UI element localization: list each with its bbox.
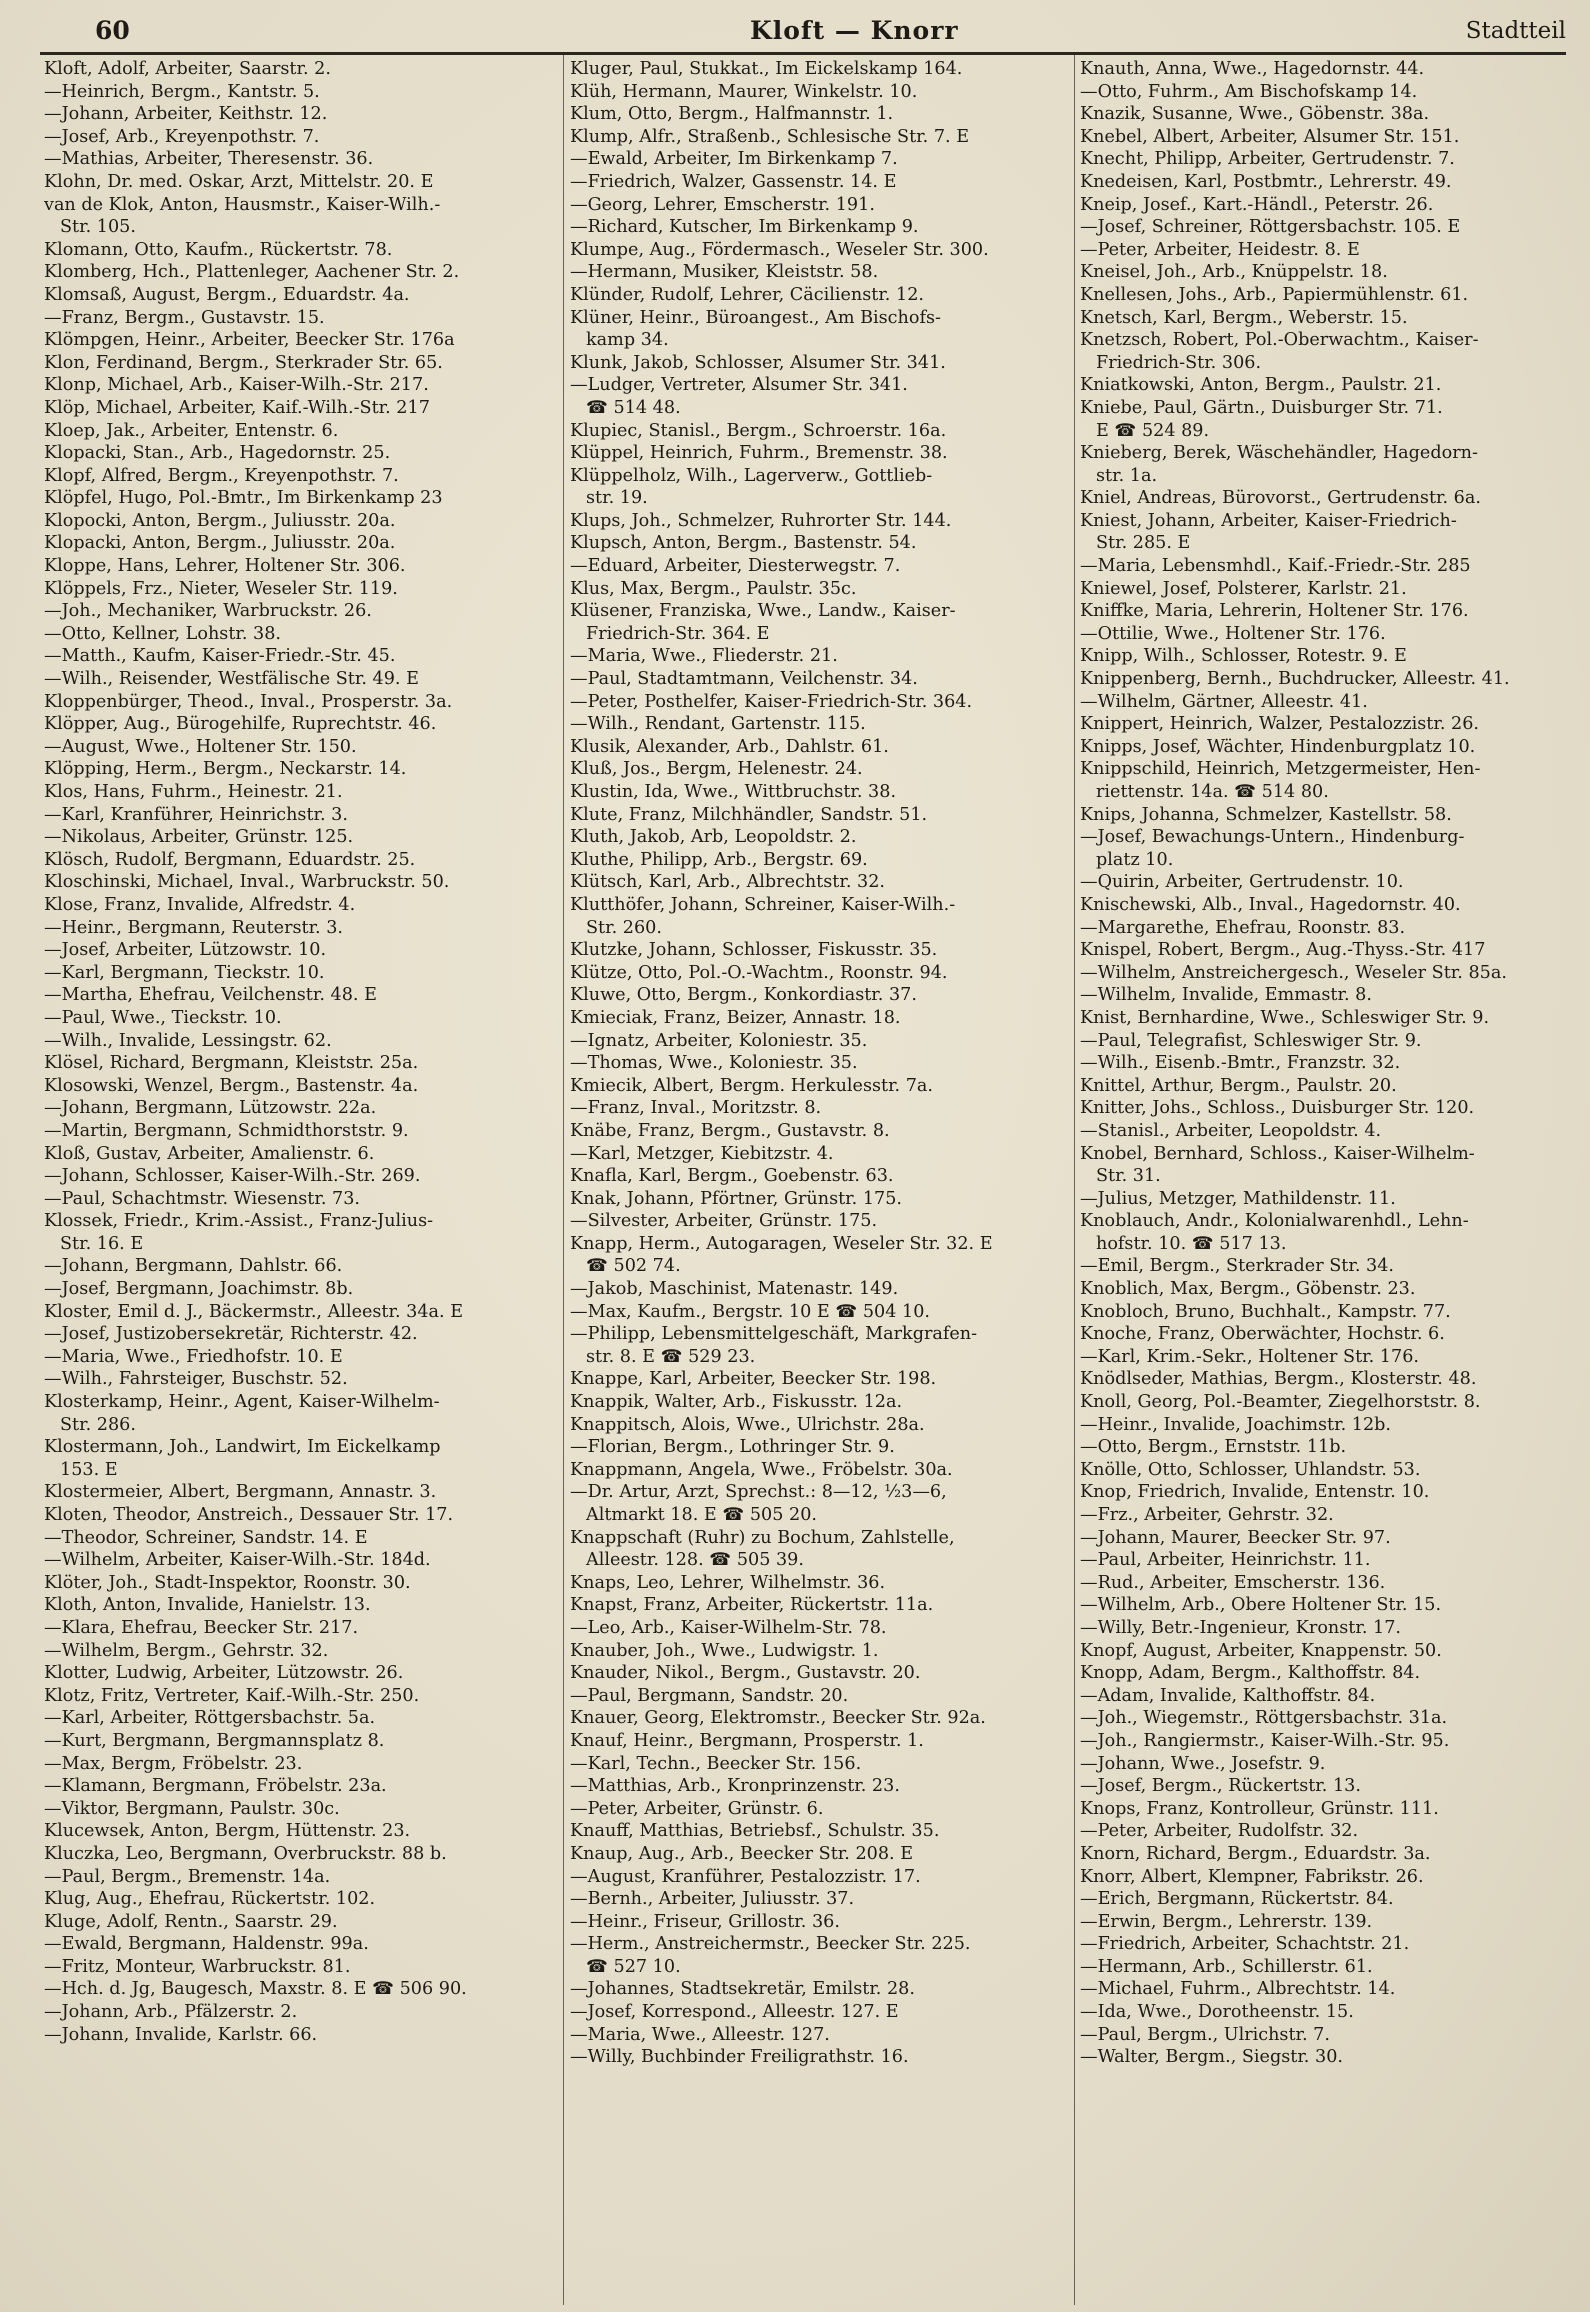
directory-entry: Kloß, Gustav, Arbeiter, Amalienstr. 6. [44,1143,375,1164]
directory-entry: Knetzsch, Robert, Pol.-Oberwachtm., Kaiser- [1080,330,1479,351]
directory-entry: —Kurt, Bergmann, Bergmannsplatz 8. [44,1730,385,1751]
directory-entry: Kluger, Paul, Stukkat., Im Eickelskamp 164. [570,59,963,79]
directory-entry: —Ewald, Arbeiter, Im Birkenkamp 7. [570,149,898,170]
directory-entry: Knauth, Anna, Wwe., Hagedornstr. 44. [1080,59,1425,79]
directory-entry: Knischewski, Alb., Inval., Hagedornstr. 40. [1080,894,1461,915]
directory-entry: Klusik, Alexander, Arb., Dahlstr. 61. [570,736,889,757]
directory-entry: Klösel, Richard, Bergmann, Kleiststr. 25a. [44,1053,419,1074]
directory-entry: Knorr, Albert, Klempner, Fabrikstr. 26. [1080,1866,1424,1887]
directory-entry: —Paul, Wwe., Tieckstr. 10. [44,1007,282,1028]
directory-entry: ☎ 502 74. [586,1256,681,1277]
directory-entry: —August, Kranführer, Pestalozzistr. 17. [570,1866,921,1887]
directory-entry: —Willy, Betr.-Ingenieur, Kronstr. 17. [1080,1617,1401,1638]
directory-entry: Knist, Bernhardine, Wwe., Schleswiger Str. 9. [1080,1007,1490,1028]
directory-entry: —Wilhelm, Bergm., Gehrstr. 32. [44,1640,329,1661]
directory-entry: Knappmann, Angela, Wwe., Fröbelstr. 30a. [570,1459,953,1480]
directory-entry: Klomann, Otto, Kaufm., Rückertstr. 78. [44,239,393,260]
directory-column-1 [44,58,564,2046]
directory-entry: —Mathias, Arbeiter, Theresenstr. 36. [44,149,374,170]
directory-entry: Knitter, Johs., Schloss., Duisburger Str. 120. [1080,1098,1475,1119]
directory-entry: Klostermann, Joh., Landwirt, Im Eickelkamp [44,1437,441,1458]
page-number: 60 [95,16,130,45]
directory-entry: —Josef, Arb., Kreyenpothstr. 7. [44,126,320,147]
directory-entry: Klomsaß, August, Bergm., Eduardstr. 4a. [44,284,410,305]
directory-entry: —Florian, Bergm., Lothringer Str. 9. [570,1437,895,1458]
directory-entry: —Klara, Ehefrau, Beecker Str. 217. [44,1617,359,1638]
directory-entry: —Josef, Arbeiter, Lützowstr. 10. [44,940,327,961]
directory-entry: Knoll, Georg, Pol.-Beamter, Ziegelhorststr. 8. [1080,1392,1481,1413]
name-range-heading: Kloft — Knorr [750,16,959,45]
directory-column-3 [1080,58,1580,2069]
directory-entry: —Johann, Arb., Pfälzerstr. 2. [44,2002,298,2023]
directory-entry: Kneisel, Joh., Arb., Knüppelstr. 18. [1080,262,1388,283]
directory-entry: Klüppel, Heinrich, Fuhrm., Bremenstr. 38. [570,443,948,464]
directory-entry: Friedrich-Str. 364. E [586,623,770,644]
directory-entry: ☎ 514 48. [586,397,681,418]
directory-entry: Knappitsch, Alois, Wwe., Ulrichstr. 28a. [570,1414,925,1435]
directory-entry: Kluß, Jos., Bergm, Helenestr. 24. [570,759,863,780]
directory-entry: —Johann, Bergmann, Lützowstr. 22a. [44,1098,377,1119]
directory-entry: —Peter, Arbeiter, Heidestr. 8. E [1080,239,1360,260]
directory-entry: Alleestr. 128. ☎ 505 39. [586,1550,804,1571]
directory-entry: —Wilh., Rendant, Gartenstr. 115. [570,714,866,735]
directory-entry: Knippschild, Heinrich, Metzgermeister, Hen- [1080,759,1481,780]
directory-entry: Kloschinski, Michael, Inval., Warbruckstr. 50. [44,872,450,893]
directory-entry: Klunk, Jakob, Schlosser, Alsumer Str. 341. [570,352,946,373]
directory-entry: str. 19. [586,488,648,509]
directory-entry: Knopf, August, Arbeiter, Knappenstr. 50. [1080,1640,1442,1661]
directory-entry: —Rud., Arbeiter, Emscherstr. 136. [1080,1572,1386,1593]
directory-entry: —Karl, Bergmann, Tieckstr. 10. [44,962,325,983]
directory-entry: platz 10. [1096,849,1174,870]
directory-entry: Knops, Franz, Kontrolleur, Grünstr. 111. [1080,1798,1439,1819]
directory-entry: —Wilhelm, Gärtner, Alleestr. 41. [1080,691,1368,712]
directory-entry: —Thomas, Wwe., Koloniestr. 35. [570,1053,858,1074]
directory-entry: Klopocki, Anton, Bergm., Juliusstr. 20a. [44,510,396,531]
directory-entry: —Philipp, Lebensmittelgeschäft, Markgrafen- [570,1324,978,1345]
directory-entry: Klumpe, Aug., Fördermasch., Weseler Str. 300. [570,239,989,260]
directory-entry: Str. 260. [586,917,662,938]
directory-entry: Knispel, Robert, Bergm., Aug.-Thyss.-Str. 417 [1080,940,1486,961]
directory-entry: Knecht, Philipp, Arbeiter, Gertrudenstr. 7. [1080,149,1455,170]
directory-entry: —Heinrich, Bergm., Kantstr. 5. [44,81,320,102]
directory-entry: —Matth., Kaufm, Kaiser-Friedr.-Str. 45. [44,646,396,667]
directory-entry: Knippert, Heinrich, Walzer, Pestalozzistr. 26. [1080,714,1480,735]
directory-entry: Knapst, Franz, Arbeiter, Rückertstr. 11a. [570,1595,934,1616]
directory-entry: Klösch, Rudolf, Bergmann, Eduardstr. 25. [44,849,416,870]
directory-entry: —Hermann, Musiker, Kleiststr. 58. [570,262,879,283]
directory-entry: —Karl, Metzger, Kiebitzstr. 4. [570,1143,834,1164]
directory-entry: —Matthias, Arb., Kronprinzenstr. 23. [570,1776,900,1797]
directory-entry: Klups, Joh., Schmelzer, Ruhrorter Str. 144. [570,510,952,531]
directory-entry: —Ewald, Bergmann, Haldenstr. 99a. [44,1934,369,1955]
directory-entry: —Wilhelm, Invalide, Emmastr. 8. [1080,985,1372,1006]
directory-entry: —Paul, Bergmann, Sandstr. 20. [570,1685,849,1706]
directory-entry: Knölle, Otto, Schlosser, Uhlandstr. 53. [1080,1459,1421,1480]
directory-entry: Knipp, Wilh., Schlosser, Rotestr. 9. E [1080,646,1407,667]
directory-entry: —Nikolaus, Arbeiter, Grünstr. 125. [44,827,354,848]
section-label: Stadtteil [1465,18,1566,44]
directory-entry: —Georg, Lehrer, Emscherstr. 191. [570,194,875,215]
directory-entry: —Jakob, Maschinist, Matenastr. 149. [570,1279,899,1300]
directory-entry: Kluth, Jakob, Arb, Leopoldstr. 2. [570,827,857,848]
directory-entry: —Otto, Fuhrm., Am Bischofskamp 14. [1080,81,1418,102]
directory-entry: —Frz., Arbeiter, Gehrstr. 32. [1080,1505,1334,1525]
directory-entry: —Hch. d. Jg, Baugesch, Maxstr. 8. E ☎ 506 90. [44,1979,467,2000]
directory-entry: —Wilh., Invalide, Lessingstr. 62. [44,1030,332,1051]
directory-entry: —Joh., Mechaniker, Warbruckstr. 26. [44,601,372,622]
directory-entry: —Martha, Ehefrau, Veilchenstr. 48. E [44,985,377,1006]
directory-entry: Knauff, Matthias, Betriebsf., Schulstr. 35. [570,1821,940,1842]
directory-entry: —Josef, Schreiner, Röttgersbachstr. 105. E [1080,217,1461,238]
directory-entry: —Karl, Techn., Beecker Str. 156. [570,1753,862,1774]
directory-entry: Kniffke, Maria, Lehrerin, Holtener Str. 176. [1080,601,1469,622]
directory-entry: Klute, Franz, Milchhändler, Sandstr. 51. [570,804,928,825]
directory-entry: Klopacki, Anton, Bergm., Juliusstr. 20a. [44,533,396,554]
directory-entry: Kluge, Adolf, Rentn., Saarstr. 29. [44,1911,338,1932]
directory-entry: Klosowski, Wenzel, Bergm., Bastenstr. 4a. [44,1075,419,1096]
directory-entry: —Ida, Wwe., Dorotheenstr. 15. [1080,2002,1354,2023]
directory-entry: Str. 286. [60,1414,136,1435]
directory-entry: —Wilhelm, Anstreichergesch., Weseler Str. 85a. [1080,962,1507,983]
directory-entry: —Paul, Schachtmstr. Wiesenstr. 73. [44,1188,361,1209]
directory-entry: Knazik, Susanne, Wwe., Göbenstr. 38a. [1080,104,1430,125]
directory-entry: Kniewel, Josef, Polsterer, Karlstr. 21. [1080,578,1407,599]
directory-entry: Klonp, Michael, Arb., Kaiser-Wilh.-Str. 217. [44,375,429,396]
directory-entry: Str. 31. [1096,1166,1161,1187]
directory-entry: Klotz, Fritz, Vertreter, Kaif.-Wilh.-Str. 250. [44,1685,420,1706]
directory-entry: Friedrich-Str. 306. [1096,352,1262,373]
directory-entry: Kloten, Theodor, Anstreich., Dessauer Str. 17. [44,1505,454,1525]
directory-entry: Klutthöfer, Johann, Schreiner, Kaiser-Wilh.- [570,894,956,915]
directory-entry: Kniest, Johann, Arbeiter, Kaiser-Friedrich- [1080,510,1457,531]
directory-entry: —Maria, Wwe., Friedhofstr. 10. E [44,1346,343,1367]
directory-entry: Knellesen, Johs., Arb., Papiermühlenstr. 61. [1080,284,1469,305]
directory-entry: —Wilh., Fahrsteiger, Buschstr. 52. [44,1369,348,1390]
directory-entry: Klöpfel, Hugo, Pol.-Bmtr., Im Birkenkamp 23 [44,488,443,509]
directory-entry: —Ignatz, Arbeiter, Koloniestr. 35. [570,1030,868,1051]
directory-entry: —Maria, Lebensmhdl., Kaif.-Friedr.-Str. 285 [1080,556,1471,577]
directory-entry: Klose, Franz, Invalide, Alfredstr. 4. [44,894,356,915]
directory-entry: —Fritz, Monteur, Warbruckstr. 81. [44,1956,351,1977]
directory-entry: —Wilhelm, Arb., Obere Holtener Str. 15. [1080,1595,1442,1616]
directory-entry: Knedeisen, Karl, Postbmtr., Lehrerstr. 49. [1080,171,1452,192]
directory-entry: —Johann, Arbeiter, Keithstr. 12. [44,104,328,125]
directory-entry: Klömpgen, Heinr., Arbeiter, Beecker Str. 176a [44,330,455,351]
directory-entry: Klostermeier, Albert, Bergmann, Annastr. 3. [44,1482,437,1503]
directory-entry: Klopf, Alfred, Bergm., Kreyenpothstr. 7. [44,465,399,486]
directory-entry: —Hermann, Arb., Schillerstr. 61. [1080,1956,1373,1977]
directory-entry: Knetsch, Karl, Bergm., Weberstr. 15. [1080,307,1408,328]
directory-entry: Knips, Johanna, Schmelzer, Kastellstr. 58. [1080,804,1452,825]
directory-entry: str. 1a. [1096,465,1158,486]
directory-entry: —Erwin, Bergm., Lehrerstr. 139. [1080,1911,1373,1932]
directory-entry: Kniatkowski, Anton, Bergm., Paulstr. 21. [1080,375,1442,396]
directory-entry: —Paul, Bergm., Ulrichstr. 7. [1080,2024,1330,2045]
directory-entry: Knäbe, Franz, Bergm., Gustavstr. 8. [570,1120,890,1141]
directory-entry: Kmieciak, Franz, Beizer, Annastr. 18. [570,1007,901,1028]
directory-entry: —Viktor, Bergmann, Paulstr. 30c. [44,1798,340,1819]
directory-entry: Knappe, Karl, Arbeiter, Beecker Str. 198. [570,1369,937,1390]
directory-entry: —Josef, Bergm., Rückertstr. 13. [1080,1776,1361,1797]
directory-entry: —Emil, Bergm., Sterkrader Str. 34. [1080,1256,1394,1277]
directory-entry: Kloppenbürger, Theod., Inval., Prosperstr. 3a. [44,691,453,712]
directory-entry: —Michael, Fuhrm., Albrechtstr. 14. [1080,1979,1396,2000]
directory-entry: Knaup, Aug., Arb., Beecker Str. 208. E [570,1843,914,1864]
directory-entry: —Joh., Wiegemstr., Röttgersbachstr. 31a. [1080,1708,1448,1729]
directory-entry: Kluczka, Leo, Bergmann, Overbruckstr. 88 b. [44,1843,447,1864]
directory-entry: —Karl, Kranführer, Heinrichstr. 3. [44,804,348,825]
directory-entry: —Martin, Bergmann, Schmidthorststr. 9. [44,1120,409,1141]
directory-entry: —Max, Kaufm., Bergstr. 10 E ☎ 504 10. [570,1301,930,1322]
directory-entry: Klustin, Ida, Wwe., Wittbruchstr. 38. [570,782,897,802]
directory-entry: —Karl, Arbeiter, Röttgersbachstr. 5a. [44,1708,376,1729]
directory-entry: —Joh., Rangiermstr., Kaiser-Wilh.-Str. 95. [1080,1730,1450,1751]
directory-entry: Klotter, Ludwig, Arbeiter, Lützowstr. 26. [44,1663,404,1684]
directory-entry: Kniel, Andreas, Bürovorst., Gertrudenstr. 6a. [1080,488,1481,509]
directory-entry: —Karl, Krim.-Sekr., Holtener Str. 176. [1080,1346,1419,1367]
directory-entry: str. 8. E ☎ 529 23. [586,1346,756,1367]
directory-entry: Klüsener, Franziska, Wwe., Landw., Kaiser- [570,601,956,622]
directory-entry: —August, Wwe., Holtener Str. 150. [44,736,357,757]
directory-entry: —Margarethe, Ehefrau, Roonstr. 83. [1080,917,1406,938]
directory-entry: —Josef, Bergmann, Joachimstr. 8b. [44,1279,354,1300]
directory-entry: Knieberg, Berek, Wäschehändler, Hagedorn- [1080,443,1478,464]
directory-entry: Knoblauch, Andr., Kolonialwarenhdl., Lehn- [1080,1211,1469,1232]
directory-entry: —Josef, Bewachungs-Untern., Hindenburg- [1080,827,1465,848]
directory-entry: —Heinr., Bergmann, Reuterstr. 3. [44,917,344,938]
directory-entry: —Paul, Telegrafist, Schleswiger Str. 9. [1080,1030,1422,1051]
directory-entry: hofstr. 10. ☎ 517 13. [1096,1233,1287,1254]
directory-entry: Knittel, Arthur, Bergm., Paulstr. 20. [1080,1075,1397,1096]
directory-entry: Knop, Friedrich, Invalide, Entenstr. 10. [1080,1482,1430,1503]
directory-entry: —Franz, Inval., Moritzstr. 8. [570,1098,822,1119]
directory-entry: Kloep, Jak., Arbeiter, Entenstr. 6. [44,420,339,441]
directory-entry: Klöp, Michael, Arbeiter, Kaif.-Wilh.-Str. 217 [44,397,430,418]
directory-entry: Knobloch, Bruno, Buchhalt., Kampstr. 77. [1080,1301,1451,1322]
directory-entry: Knaps, Leo, Lehrer, Wilhelmstr. 36. [570,1572,886,1593]
directory-entry: —Theodor, Schreiner, Sandstr. 14. E [44,1527,368,1548]
directory-entry: —Heinr., Friseur, Grillostr. 36. [570,1911,840,1932]
directory-entry: Klum, Otto, Bergm., Halfmannstr. 1. [570,104,894,125]
directory-entry: Klöppels, Frz., Nieter, Weseler Str. 119. [44,578,398,599]
directory-entry: —Leo, Arb., Kaiser-Wilhelm-Str. 78. [570,1617,887,1638]
directory-entry: —Klamann, Bergmann, Fröbelstr. 23a. [44,1776,387,1797]
directory-entry: —Otto, Kellner, Lohstr. 38. [44,623,282,644]
directory-entry: Knauder, Nikol., Bergm., Gustavstr. 20. [570,1663,921,1684]
directory-entry: Kmiecik, Albert, Bergm. Herkulesstr. 7a. [570,1075,934,1096]
directory-entry: —Josef, Korrespond., Alleestr. 127. E [570,2002,899,2023]
directory-entry: Knapp, Herm., Autogaragen, Weseler Str. 32. E [570,1233,993,1254]
directory-entry: Klünder, Rudolf, Lehrer, Cäcilienstr. 12. [570,284,924,305]
directory-entry: Knipps, Josef, Wächter, Hindenburgplatz 10. [1080,736,1476,757]
directory-entry: Klopacki, Stan., Arb., Hagedornstr. 25. [44,443,391,464]
directory-entry: Klupsch, Anton, Bergm., Bastenstr. 54. [570,533,917,554]
directory-entry: —Eduard, Arbeiter, Diesterwegstr. 7. [570,556,901,577]
directory-entry: Klomberg, Hch., Plattenleger, Aachener Str. 2. [44,262,460,283]
directory-entry: —Quirin, Arbeiter, Gertrudenstr. 10. [1080,872,1404,893]
directory-entry: Knafla, Karl, Bergm., Goebenstr. 63. [570,1166,894,1187]
directory-entry: —Josef, Justizobersekretär, Richterstr. 42. [44,1324,418,1345]
directory-entry: Knorn, Richard, Bergm., Eduardstr. 3a. [1080,1843,1431,1864]
directory-entry: Klug, Aug., Ehefrau, Rückertstr. 102. [44,1889,376,1910]
directory-entry: Str. 16. E [60,1233,144,1254]
directory-entry: Knoblich, Max, Bergm., Göbenstr. 23. [1080,1279,1416,1300]
directory-entry: Kloth, Anton, Invalide, Hanielstr. 13. [44,1595,371,1616]
directory-entry: kamp 34. [586,330,669,351]
directory-entry: —Stanisl., Arbeiter, Leopoldstr. 4. [1080,1120,1382,1141]
directory-entry: Kloster, Emil d. J., Bäckermstr., Alleestr. 34a. E [44,1301,464,1322]
directory-entry: Klos, Hans, Fuhrm., Heinestr. 21. [44,782,343,802]
directory-entry: Knoche, Franz, Oberwächter, Hochstr. 6. [1080,1324,1445,1345]
directory-entry: —Peter, Arbeiter, Grünstr. 6. [570,1798,824,1819]
directory-entry: —Johann, Invalide, Karlstr. 66. [44,2024,318,2045]
directory-entry: Klump, Alfr., Straßenb., Schlesische Str. 7. E [570,126,970,147]
directory-entry: Knippenberg, Bernh., Buchdrucker, Alleestr. 41. [1080,669,1510,690]
directory-entry: —Richard, Kutscher, Im Birkenkamp 9. [570,217,919,238]
directory-entry: Klöpper, Aug., Bürogehilfe, Ruprechtstr. 46. [44,714,437,735]
directory-entry: —Bernh., Arbeiter, Juliusstr. 37. [570,1889,855,1910]
directory-entry: Klütsch, Karl, Arb., Albrechtstr. 32. [570,872,885,893]
directory-entry: —Wilh., Reisender, Westfälische Str. 49. E [44,669,419,690]
directory-entry: Knauber, Joh., Wwe., Ludwigstr. 1. [570,1640,879,1661]
directory-entry: Knappschaft (Ruhr) zu Bochum, Zahlstelle, [570,1527,955,1548]
directory-entry: —Johannes, Stadtsekretär, Emilstr. 28. [570,1979,915,2000]
directory-entry: Kniebe, Paul, Gärtn., Duisburger Str. 71. [1080,397,1443,418]
directory-entry: Str. 105. [60,217,136,238]
directory-entry: —Julius, Metzger, Mathildenstr. 11. [1080,1188,1396,1209]
column-divider [1074,55,1075,2305]
directory-entry: Klutzke, Johann, Schlosser, Fiskusstr. 35. [570,940,938,961]
directory-entry: Klosterkamp, Heinr., Agent, Kaiser-Wilhelm- [44,1392,440,1413]
directory-entry: —Friedrich, Arbeiter, Schachtstr. 21. [1080,1934,1410,1955]
directory-entry: Knauf, Heinr., Bergmann, Prosperstr. 1. [570,1730,924,1751]
directory-entry: —Ottilie, Wwe., Holtener Str. 176. [1080,623,1386,644]
directory-entry: Klüppelholz, Wilh., Lagerverw., Gottlieb- [570,465,933,486]
directory-entry: Klossek, Friedr., Krim.-Assist., Franz-Julius- [44,1211,434,1232]
directory-entry: —Paul, Bergm., Bremenstr. 14a. [44,1866,331,1887]
directory-entry: Knobel, Bernhard, Schloss., Kaiser-Wilhelm- [1080,1143,1475,1164]
directory-entry: —Peter, Arbeiter, Rudolfstr. 32. [1080,1821,1359,1842]
directory-entry: —Adam, Invalide, Kalthoffstr. 84. [1080,1685,1376,1706]
directory-entry: —Wilh., Eisenb.-Bmtr., Franzstr. 32. [1080,1053,1401,1074]
directory-entry: Klöter, Joh., Stadt-Inspektor, Roonstr. 30. [44,1572,411,1593]
directory-entry: Kloft, Adolf, Arbeiter, Saarstr. 2. [44,59,331,79]
directory-entry: Knauer, Georg, Elektromstr., Beecker Str. 92a. [570,1708,986,1729]
directory-entry: Knappik, Walter, Arb., Fiskusstr. 12a. [570,1392,903,1413]
directory-entry: —Johann, Bergmann, Dahlstr. 66. [44,1256,343,1277]
directory-entry: Klon, Ferdinand, Bergm., Sterkrader Str. 65. [44,352,443,373]
directory-entry: —Peter, Posthelfer, Kaiser-Friedrich-Str. 364. [570,691,973,712]
directory-entry: —Paul, Arbeiter, Heinrichstr. 11. [1080,1550,1371,1571]
directory-entry: Klupiec, Stanisl., Bergm., Schroerstr. 16a. [570,420,947,441]
directory-entry: Klucewsek, Anton, Bergm, Hüttenstr. 23. [44,1821,411,1842]
directory-entry: —Walter, Bergm., Siegstr. 30. [1080,2047,1343,2068]
directory-entry: Kloppe, Hans, Lehrer, Holtener Str. 306. [44,556,406,577]
directory-entry: Knopp, Adam, Bergm., Kalthoffstr. 84. [1080,1663,1421,1684]
directory-entry: 153. E [60,1459,118,1480]
directory-entry: E ☎ 524 89. [1096,420,1210,441]
directory-entry: Klöpping, Herm., Bergm., Neckarstr. 14. [44,759,407,780]
directory-entry: Klüner, Heinr., Büroangest., Am Bischofs- [570,307,941,328]
directory-entry: riettenstr. 14a. ☎ 514 80. [1096,782,1329,802]
directory-entry: Klütze, Otto, Pol.-O.-Wachtm., Roonstr. 94. [570,962,948,983]
directory-entry: —Maria, Wwe., Alleestr. 127. [570,2024,830,2045]
directory-entry: Kluwe, Otto, Bergm., Konkordiastr. 37. [570,985,917,1006]
directory-entry: Klohn, Dr. med. Oskar, Arzt, Mittelstr. 20. E [44,171,434,192]
directory-entry: Knödlseder, Mathias, Bergm., Klosterstr. 48. [1080,1369,1477,1390]
directory-entry: —Paul, Stadtamtmann, Veilchenstr. 34. [570,669,918,690]
directory-entry: van de Klok, Anton, Hausmstr., Kaiser-Wilh.- [44,194,441,215]
directory-entry: —Ludger, Vertreter, Alsumer Str. 341. [570,375,908,396]
directory-entry: —Wilhelm, Arbeiter, Kaiser-Wilh.-Str. 184d. [44,1550,431,1571]
directory-entry: Str. 285. E [1096,533,1191,554]
page-header [40,12,1566,55]
directory-entry: —Friedrich, Walzer, Gassenstr. 14. E [570,171,897,192]
directory-entry: —Willy, Buchbinder Freiligrathstr. 16. [570,2047,909,2068]
directory-entry: Kneip, Josef., Kart.-Händl., Peterstr. 26. [1080,194,1434,215]
directory-entry: —Max, Bergm, Fröbelstr. 23. [44,1753,303,1774]
directory-entry: —Johann, Wwe., Josefstr. 9. [1080,1753,1326,1774]
directory-entry: —Erich, Bergmann, Rückertstr. 84. [1080,1889,1394,1910]
directory-entry: —Heinr., Invalide, Joachimstr. 12b. [1080,1414,1392,1435]
directory-entry: —Herm., Anstreichermstr., Beecker Str. 225. [570,1934,971,1955]
directory-entry: Klus, Max, Bergm., Paulstr. 35c. [570,578,857,599]
directory-column-2 [570,58,1070,2069]
directory-entry: —Johann, Schlosser, Kaiser-Wilh.-Str. 269. [44,1166,421,1187]
directory-entry: Knebel, Albert, Arbeiter, Alsumer Str. 151. [1080,126,1460,147]
directory-entry: Kluthe, Philipp, Arb., Bergstr. 69. [570,849,868,870]
directory-entry: —Franz, Bergm., Gustavstr. 15. [44,307,325,328]
directory-entry: ☎ 527 10. [586,1956,681,1977]
directory-entry: —Silvester, Arbeiter, Grünstr. 175. [570,1211,878,1232]
directory-entry: Klüh, Hermann, Maurer, Winkelstr. 10. [570,81,918,102]
directory-entry: —Otto, Bergm., Ernststr. 11b. [1080,1437,1347,1458]
directory-entry: Knak, Johann, Pförtner, Grünstr. 175. [570,1188,903,1209]
directory-entry: Altmarkt 18. E ☎ 505 20. [586,1505,817,1525]
directory-entry: —Johann, Maurer, Beecker Str. 97. [1080,1527,1391,1548]
directory-entry: —Maria, Wwe., Fliederstr. 21. [570,646,838,667]
directory-entry: —Dr. Artur, Arzt, Sprechst.: 8—12, ½3—6, [570,1482,947,1503]
